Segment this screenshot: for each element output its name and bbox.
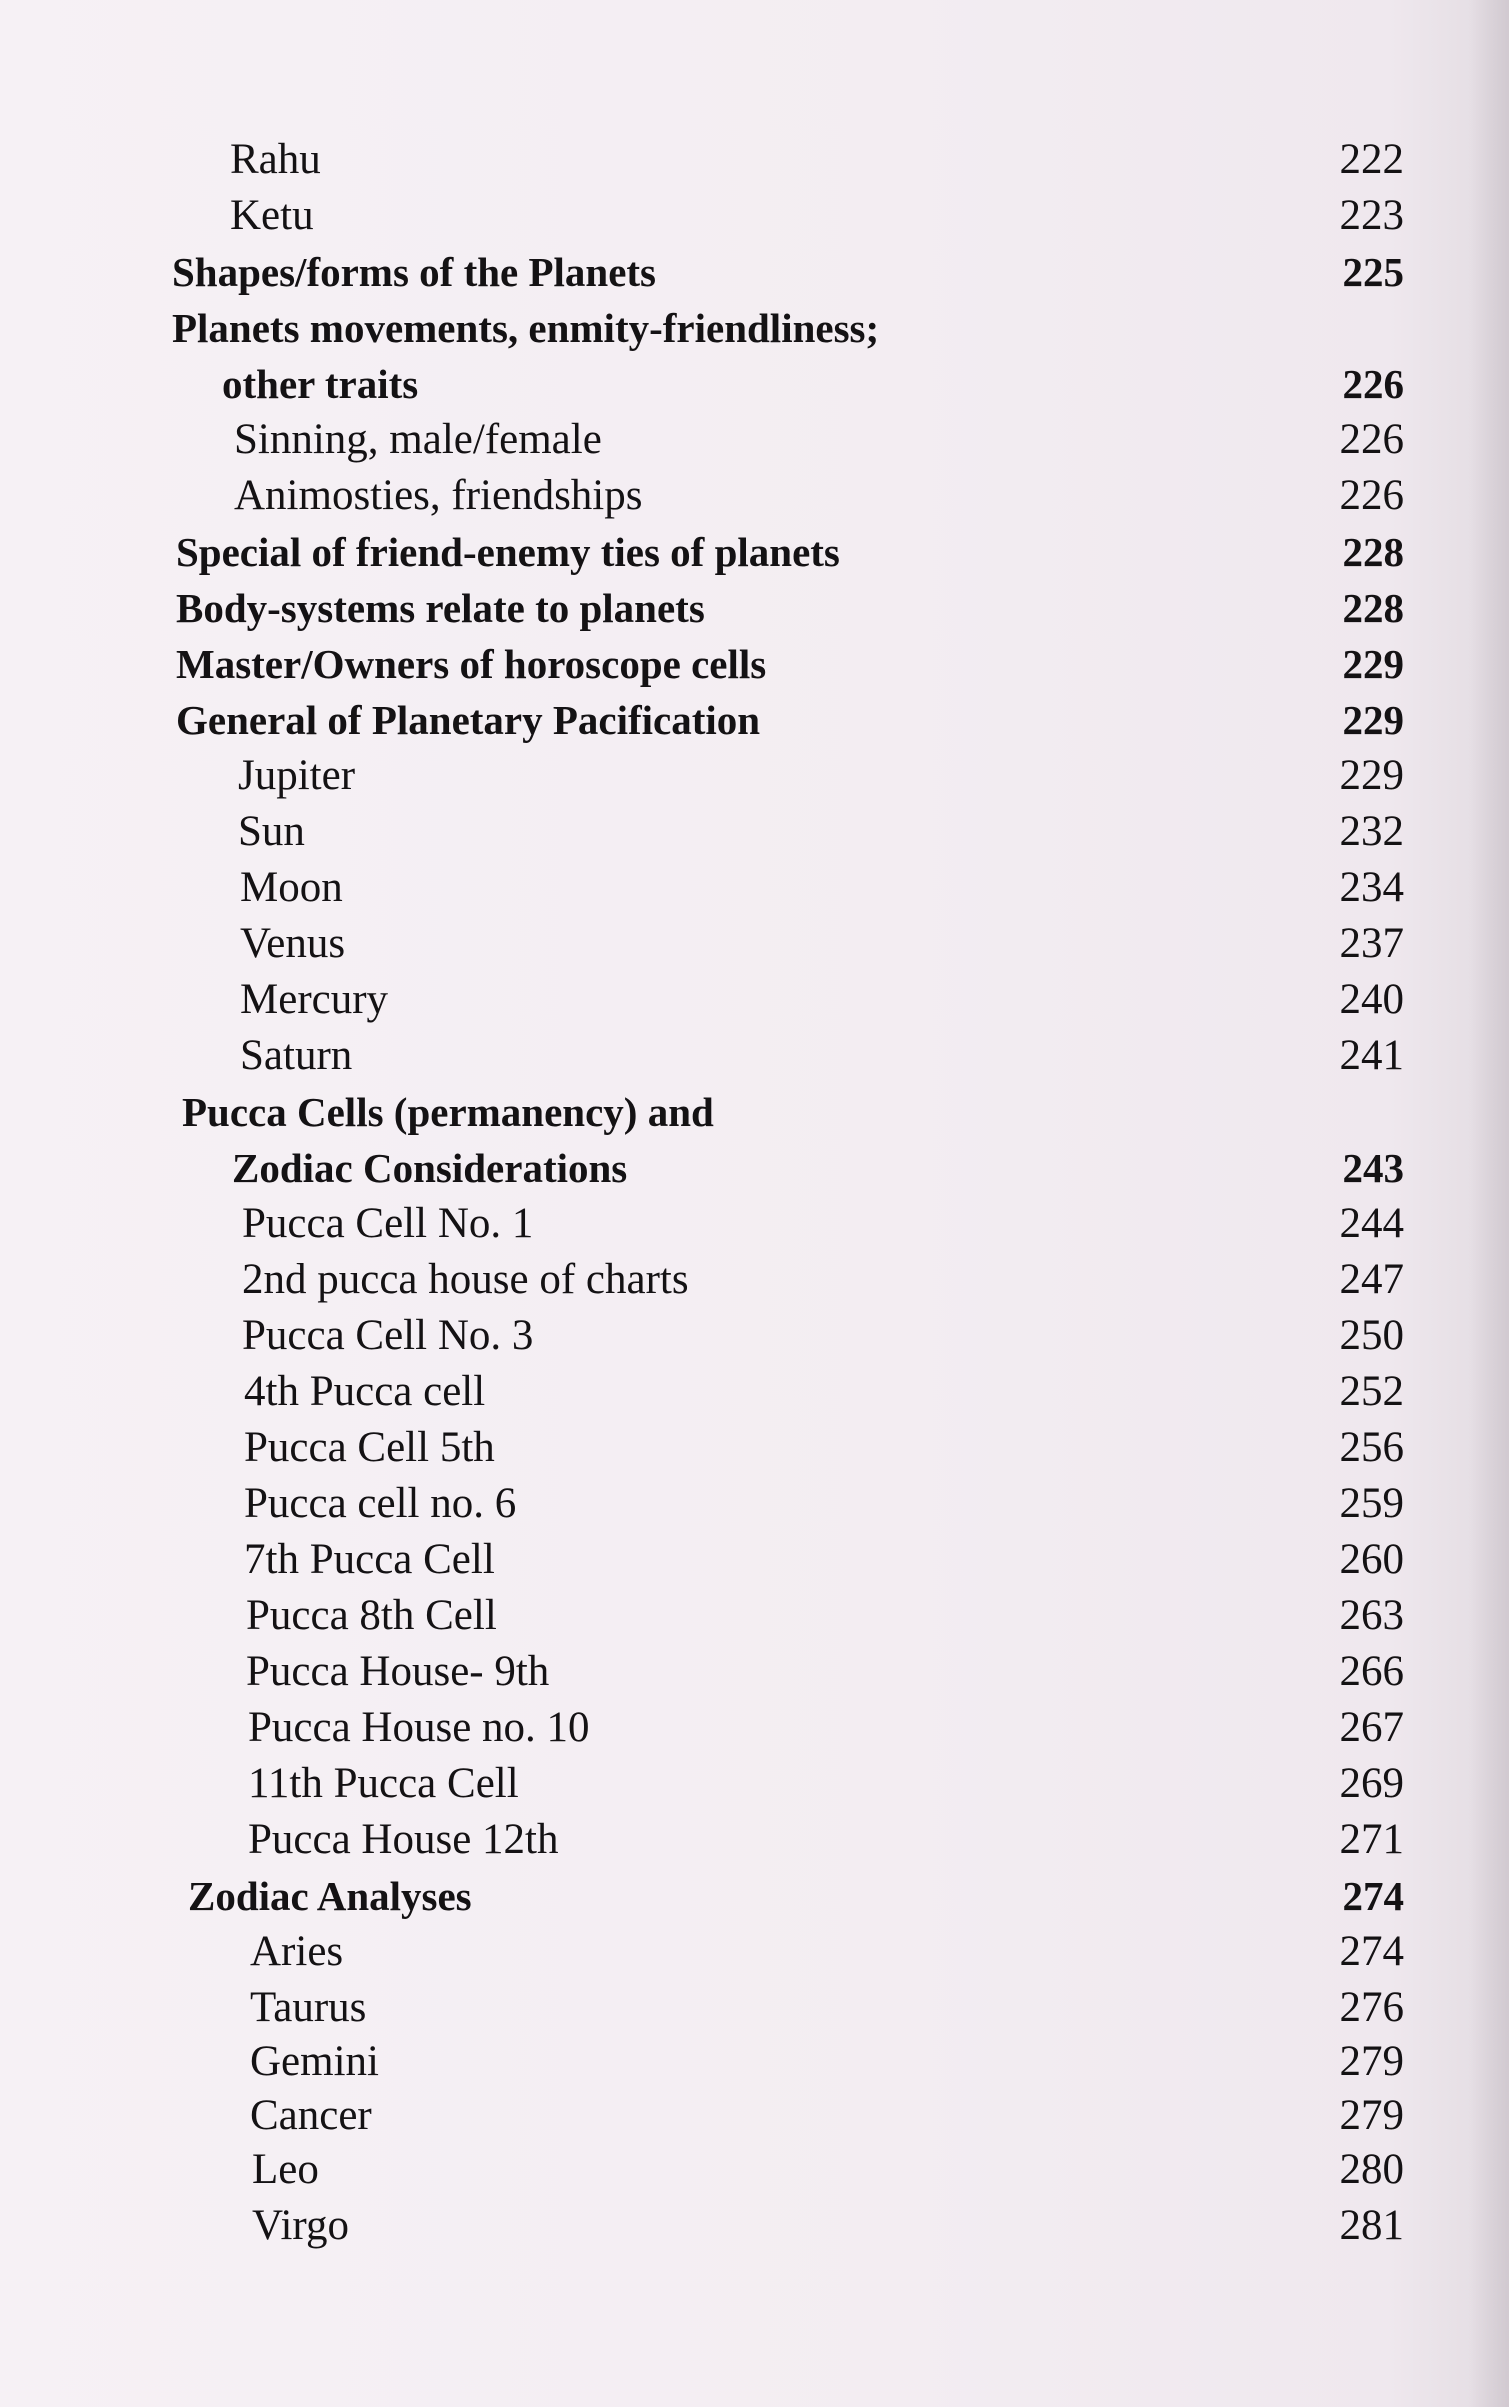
toc-entry-title: Sun — [238, 808, 305, 855]
toc-entry-page-number: 234 — [1339, 864, 1404, 911]
toc-entry — [0, 1252, 1509, 1308]
toc-entry-title: Pucca House- 9th — [246, 1648, 550, 1695]
toc-entry-page-number: 226 — [1339, 472, 1404, 519]
toc-entry — [0, 1868, 1509, 1924]
toc-entry-title: Pucca House no. 10 — [248, 1704, 590, 1751]
toc-entry-title: Pucca Cells (permanency) and — [182, 1089, 714, 1135]
toc-entry-title: Taurus — [250, 1984, 367, 2031]
toc-entry — [0, 1308, 1509, 1364]
toc-entry-page-number: 269 — [1339, 1760, 1404, 1807]
toc-entry-title: other traits — [222, 361, 419, 407]
toc-entry — [0, 860, 1509, 916]
toc-entry-title: Gemini — [250, 2038, 379, 2085]
toc-entry — [0, 1476, 1509, 1532]
toc-entry — [0, 1028, 1509, 1084]
toc-entry-page-number: 279 — [1339, 2038, 1404, 2085]
toc-entry — [0, 1140, 1509, 1196]
toc-entry-page-number: 225 — [1342, 249, 1404, 295]
toc-entry — [0, 1644, 1509, 1700]
toc-entry-title: Rahu — [230, 136, 321, 183]
toc-entry-title: Cancer — [250, 2092, 372, 2139]
toc-entry — [0, 2198, 1509, 2254]
toc-entry-title: Sinning, male/female — [234, 416, 602, 463]
toc-entry-page-number: 271 — [1339, 1816, 1404, 1863]
toc-entry — [0, 748, 1509, 804]
toc-entry-title: Leo — [252, 2146, 319, 2193]
toc-entry — [0, 1756, 1509, 1812]
toc-entry — [0, 132, 1509, 188]
toc-entry-title: Pucca cell no. 6 — [244, 1480, 517, 1527]
toc-entry-page-number: 232 — [1339, 808, 1404, 855]
toc-entry-page-number: 229 — [1342, 697, 1404, 743]
toc-entry — [0, 636, 1509, 692]
toc-entry-title: Aries — [250, 1928, 344, 1975]
toc-entry-title: Pucca House 12th — [248, 1816, 559, 1863]
toc-entry-title: Zodiac Analyses — [188, 1873, 472, 1919]
toc-entry-title: Venus — [240, 920, 346, 967]
toc-entry — [0, 188, 1509, 244]
toc-entry — [0, 1700, 1509, 1756]
toc-entry-page-number: 240 — [1339, 976, 1404, 1023]
toc-entry-page-number: 222 — [1339, 136, 1404, 183]
toc-entry-page-number: 244 — [1339, 1200, 1404, 1247]
toc-entry-title: Saturn — [240, 1032, 353, 1079]
toc-entry — [0, 1588, 1509, 1644]
toc-entry — [0, 1084, 1509, 1140]
toc-entry — [0, 1364, 1509, 1420]
toc-entry-page-number: 229 — [1339, 752, 1404, 799]
toc-entry-page-number: 252 — [1339, 1368, 1404, 1415]
toc-entry — [0, 916, 1509, 972]
toc-entry-page-number: 259 — [1339, 1480, 1404, 1527]
toc-entry — [0, 1420, 1509, 1476]
toc-entry-title: 7th Pucca Cell — [244, 1536, 495, 1583]
toc-entry-title: 11th Pucca Cell — [248, 1760, 519, 1807]
toc-entry — [0, 804, 1509, 860]
toc-entry-page-number: 229 — [1342, 641, 1404, 687]
toc-entry — [0, 524, 1509, 580]
toc-entry-page-number: 226 — [1339, 416, 1404, 463]
toc-entry — [0, 244, 1509, 300]
toc-entry — [0, 1196, 1509, 1252]
toc-entry-page-number: 243 — [1342, 1145, 1404, 1191]
toc-entry-page-number: 226 — [1342, 361, 1404, 407]
toc-entry-title: Planets movements, enmity-friendliness; — [172, 305, 880, 351]
toc-entry-title: Pucca Cell No. 1 — [242, 1200, 534, 1247]
toc-entry — [0, 580, 1509, 636]
toc-entry-title: Zodiac Considerations — [232, 1145, 628, 1191]
toc-entry — [0, 1980, 1509, 2036]
toc-entry-page-number: 279 — [1339, 2092, 1404, 2139]
toc-entry-page-number: 237 — [1339, 920, 1404, 967]
toc-entry — [0, 468, 1509, 524]
toc-entry-title: Virgo — [252, 2202, 349, 2249]
toc-entry — [0, 2034, 1509, 2090]
toc-entry — [0, 356, 1509, 412]
toc-entry-page-number: 281 — [1339, 2202, 1404, 2249]
toc-entry-page-number: 280 — [1339, 2146, 1404, 2193]
toc-entry-page-number: 256 — [1339, 1424, 1404, 1471]
toc-entry-page-number: 241 — [1339, 1032, 1404, 1079]
toc-entry-page-number: 276 — [1339, 1984, 1404, 2031]
toc-entry-page-number: 274 — [1342, 1873, 1404, 1919]
toc-entry-page-number: 267 — [1339, 1704, 1404, 1751]
toc-entry-title: Master/Owners of horoscope cells — [176, 641, 767, 687]
toc-entry-title: Moon — [240, 864, 343, 911]
toc-entry-title: Pucca Cell No. 3 — [242, 1312, 534, 1359]
toc-entry-page-number: 250 — [1339, 1312, 1404, 1359]
toc-entry-title: Mercury — [240, 976, 389, 1023]
toc-entry-title: General of Planetary Pacification — [176, 697, 761, 743]
toc-entry — [0, 972, 1509, 1028]
toc-entry-page-number: 223 — [1339, 192, 1404, 239]
toc-entry-title: Pucca 8th Cell — [246, 1592, 497, 1639]
toc-entry — [0, 2088, 1509, 2144]
toc-entry — [0, 412, 1509, 468]
toc-entry-title: Pucca Cell 5th — [244, 1424, 495, 1471]
toc-entry — [0, 300, 1509, 356]
toc-entry — [0, 1924, 1509, 1980]
toc-entry-page-number: 228 — [1342, 529, 1404, 575]
toc-entry-page-number: 247 — [1339, 1256, 1404, 1303]
toc-entry-title: 4th Pucca cell — [244, 1368, 486, 1415]
toc-entry — [0, 692, 1509, 748]
toc-entry-title: Animosties, friendships — [234, 472, 643, 519]
toc-entry — [0, 2142, 1509, 2198]
toc-entry-title: Shapes/forms of the Planets — [172, 249, 657, 295]
toc-entry-page-number: 263 — [1339, 1592, 1404, 1639]
toc-entry-page-number: 260 — [1339, 1536, 1404, 1583]
toc-entry-title: 2nd pucca house of charts — [242, 1256, 689, 1303]
toc-entry-title: Special of friend-enemy ties of planets — [176, 529, 840, 575]
toc-entry-page-number: 274 — [1339, 1928, 1404, 1975]
toc-entry-title: Body-systems relate to planets — [176, 585, 705, 631]
toc-entry — [0, 1812, 1509, 1868]
toc-entry-title: Ketu — [230, 192, 314, 239]
toc-entry-title: Jupiter — [238, 752, 356, 799]
toc-entry-page-number: 266 — [1339, 1648, 1404, 1695]
toc-entry — [0, 1532, 1509, 1588]
toc-entry-page-number: 228 — [1342, 585, 1404, 631]
